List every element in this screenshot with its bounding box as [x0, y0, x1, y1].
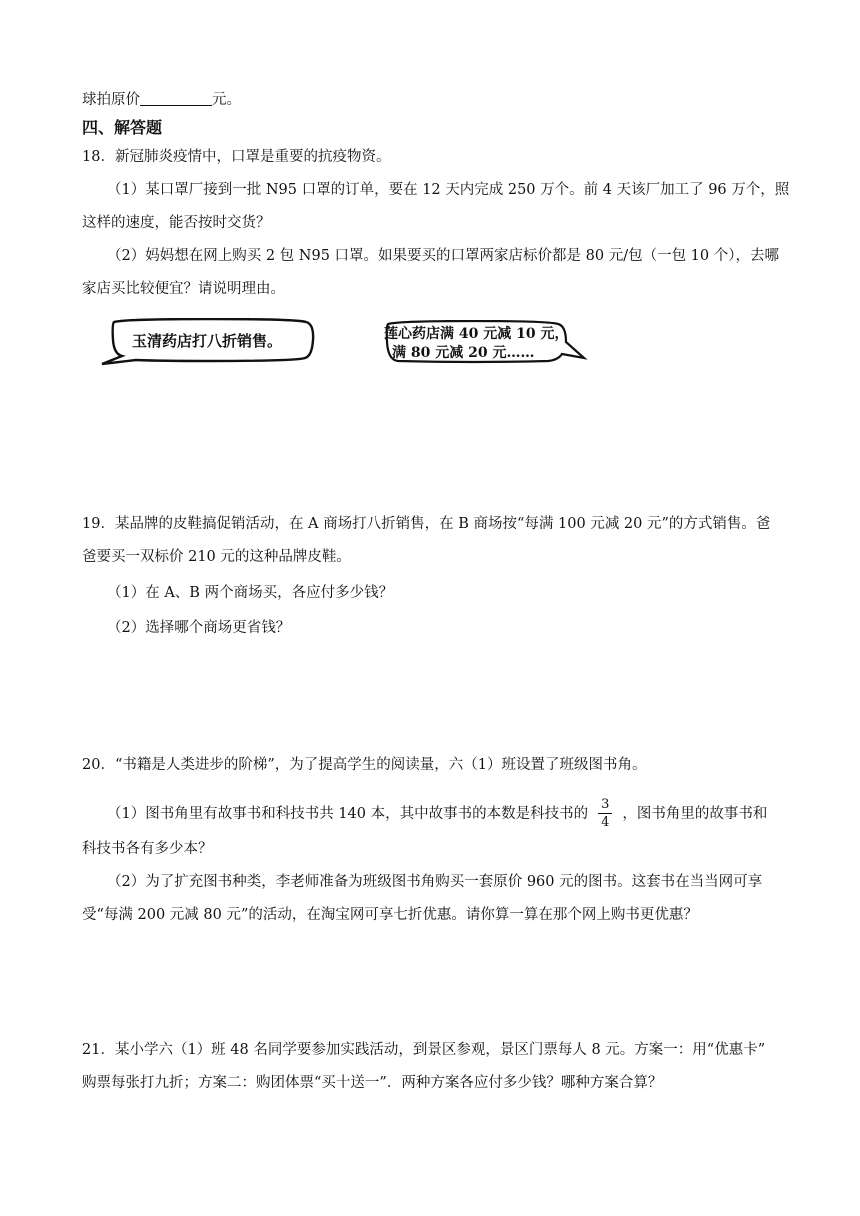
question-20-part1-text-before: （1）图书角里有故事书和科技书共 140 本，其中故事书的本数是科技书的 [107, 806, 589, 822]
question-21-line1: 21．某小学六（1）班 48 名同学要参加实践活动，到景区参观，景区门票每人 8 元。方案一：用“优惠卡” [82, 1042, 766, 1058]
question-20-stem: 20．“书籍是人类进步的阶梯”，为了提高学生的阅读量，六（1）班设置了班级图书角。 [82, 757, 647, 773]
question-19-part2: （2）选择哪个商场更省钱？ [107, 620, 291, 636]
fraction-denominator: 4 [601, 815, 610, 830]
fill-in-suffix: 元。 [212, 92, 241, 108]
question-19-line1: 19．某品牌的皮鞋搞促销活动，在 A 商场打八折销售，在 B 商场按“每满 100 元减 20 元”的方式销售。爸 [82, 516, 771, 532]
question-19-line2: 爸要买一双标价 210 元的这种品牌皮鞋。 [82, 549, 351, 565]
question-20-part1-text-after: ，图书角里的故事书和 [622, 806, 768, 822]
question-20-part2-line2: 受“每满 200 元减 80 元”的活动，在淘宝网可享七折优惠。请你算一算在那个网上购书更优惠？ [82, 907, 698, 923]
speech-bubble-left [100, 318, 320, 368]
speech-bubble-right [378, 320, 588, 365]
speech-bubble-left-text: 玉清药店打八折销售。 [132, 332, 283, 350]
question-21-line2: 购票每张打九折；方案二：购团体票“买十送一”．两种方案各应付多少钱？哪种方案合算？ [82, 1075, 663, 1091]
question-19-part1: （1）在 A、B 两个商场买，各应付多少钱？ [107, 585, 394, 601]
question-20-part2-line1: （2）为了扩充图书种类，李老师准备为班级图书角购买一套原价 960 元的图书。这套书在当当网可享 [107, 874, 763, 890]
fraction-numerator: 3 [598, 798, 612, 814]
question-20-part1-line2: 科技书各有多少本？ [82, 841, 213, 857]
fill-in-prefix: 球拍原价 [82, 92, 140, 108]
answer-blank[interactable] [140, 91, 212, 106]
fill-in-line [82, 90, 241, 110]
section-heading: 四、解答题 [82, 118, 163, 137]
question-18-part2-line1: （2）妈妈想在网上购买 2 包 N95 口罩。如果要买的口罩两家店标价都是 80 元/包（一包 10 个），去哪 [107, 248, 779, 264]
speech-bubble-right-text-line2: 满 80 元减 20 元…… [392, 345, 535, 361]
question-18-part2-line2: 家店买比较便宜？请说明理由。 [82, 281, 285, 297]
question-18-part1-line1: （1）某口罩厂接到一批 N95 口罩的订单，要在 12 天内完成 250 万个。前 4 天该厂加工了 96 万个，照 [107, 182, 790, 198]
fraction-three-quarters [598, 798, 612, 830]
question-20-part1-line1 [107, 797, 767, 831]
speech-bubble-right-text-line1: 莲心药店满 40 元减 10 元， [384, 326, 569, 342]
question-18-stem: 18．新冠肺炎疫情中，口罩是重要的抗疫物资。 [82, 149, 391, 165]
question-18-part1-line2: 这样的速度，能否按时交货？ [82, 215, 271, 231]
